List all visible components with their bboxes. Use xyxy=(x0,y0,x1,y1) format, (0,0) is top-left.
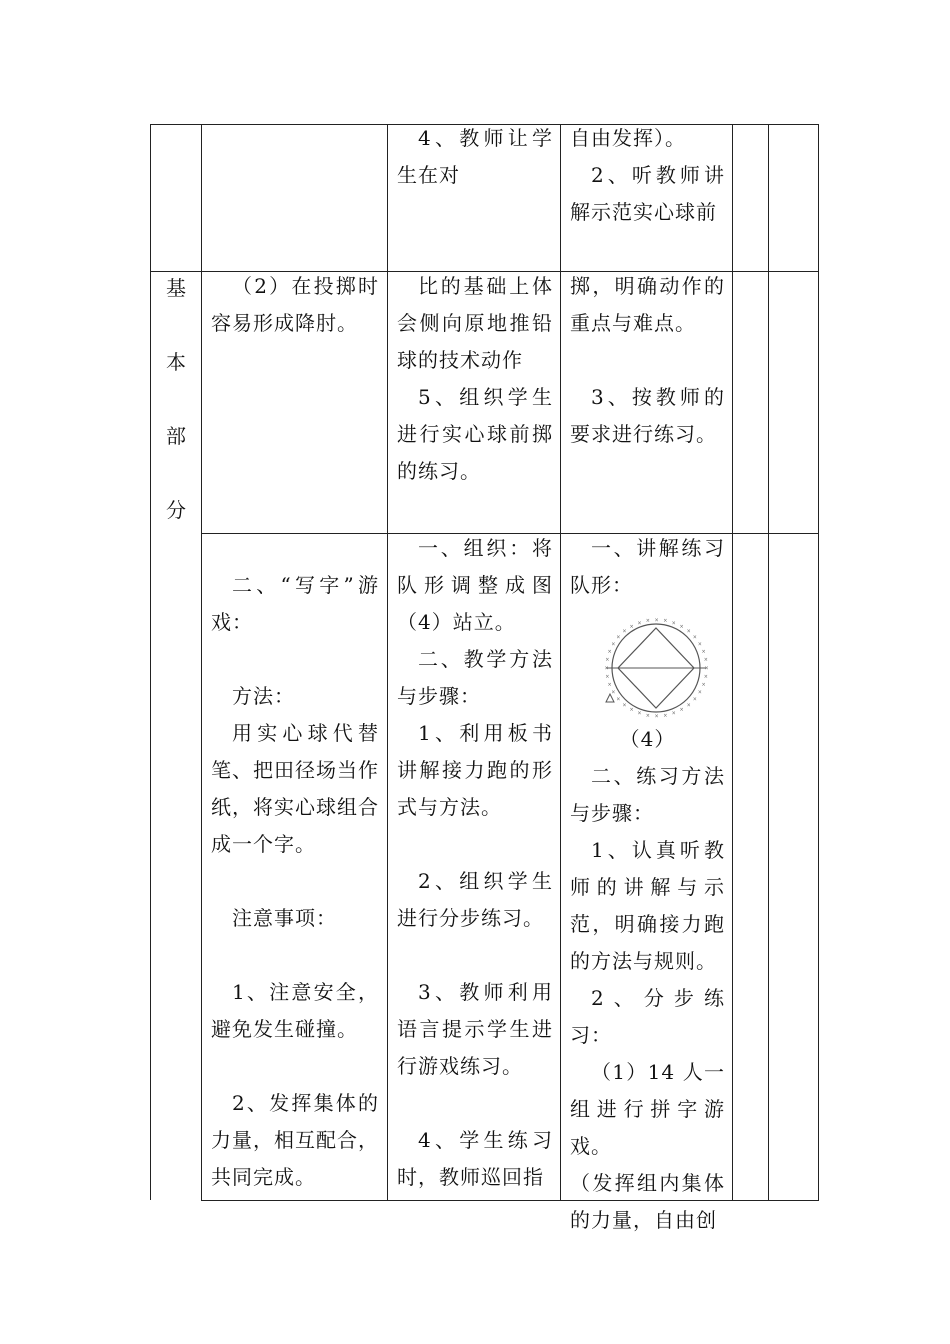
formation-mark: × xyxy=(671,710,677,717)
formation-mark: × xyxy=(663,618,669,625)
table-col-divider xyxy=(201,124,202,1201)
notes-label: 注意事项： xyxy=(232,906,337,930)
figure-caption: （4） xyxy=(619,727,676,751)
method-label: 方法： xyxy=(232,684,295,708)
formation-mark: × xyxy=(686,628,692,635)
formation-mark: × xyxy=(703,673,709,680)
row2-col3: 比的基础上体会侧向原地推铅球的技术动作 5、组织学生进行实心球前掷的练习。 xyxy=(397,274,553,483)
row2-col4: 掷，明确动作的重点与难点。 3、按教师的要求进行练习。 xyxy=(570,274,725,446)
row3-col2 xyxy=(211,567,379,1196)
formation-mark: × xyxy=(616,696,622,703)
formation-mark: × xyxy=(629,707,635,714)
formation-mark: × xyxy=(611,641,617,648)
formation-mark: × xyxy=(645,712,652,719)
formation-mark: × xyxy=(654,713,660,720)
note-1: 1、注意安全，避免发生碰撞。 xyxy=(211,980,379,1041)
formation-mark: × xyxy=(692,696,699,703)
row1-col4: 自由发挥）。 2、听教师讲解示范实心球前 xyxy=(570,126,725,224)
formation-mark: × xyxy=(686,702,692,709)
game-title: 二、“写字”游戏： xyxy=(211,573,379,634)
formation-mark: × xyxy=(679,623,685,630)
formation-mark: × xyxy=(611,689,617,696)
formation-mark: × xyxy=(605,657,611,664)
table-border-right xyxy=(818,124,819,1201)
row1-col3: 4、教师让学生在对 xyxy=(397,126,553,187)
formation-mark: × xyxy=(671,620,677,627)
formation-mark: × xyxy=(637,710,643,717)
row3-col4: 一、讲解练习队形： × × × × × × × × × × × × × × × × × × × × × × × × × × × × × × × × × × × × （4） 二、练习方法与步骤： 1、认真听教师的讲解与示范，明确接力跑的方法与规则。 2、分步练习： （1）14 人一组进行拼字游戏。 （发挥组内集体的力量，自由创 xyxy=(570,536,725,1232)
formation-mark: × xyxy=(616,634,622,641)
note-2: 2、发挥集体的力量，相互配合，共同完成。 xyxy=(211,1091,379,1189)
formation-mark: × xyxy=(704,665,710,672)
formation-mark: × xyxy=(679,707,685,714)
table-border-bottom xyxy=(201,1200,819,1201)
row2-col2: （2）在投掷时容易形成降肘。 xyxy=(211,274,379,335)
formation-mark: × xyxy=(622,702,628,709)
formation-mark: × xyxy=(663,712,669,719)
formation-mark: × xyxy=(629,623,635,630)
formation-mark: × xyxy=(637,620,643,627)
formation-mark: × xyxy=(607,649,613,656)
formation-mark: × xyxy=(645,618,652,625)
formation-mark: × xyxy=(622,628,628,635)
formation-mark: × xyxy=(701,681,707,688)
table-col-divider xyxy=(560,124,561,1201)
table-col-divider xyxy=(732,124,733,1201)
formation-mark: × xyxy=(604,665,610,672)
formation-mark: × xyxy=(605,673,611,680)
formation-mark: × xyxy=(697,641,704,648)
formation-mark: × xyxy=(701,649,707,656)
table-col-divider xyxy=(387,124,388,1201)
row3-col3: 一、组织：将队形调整成图（4）站立。 二、教学方法与步骤： 1、利用板书讲解接力跑的形式与方法。 2、组织学生进行分步练习。 3、教师利用语言提示学生进行游戏练习。 4、学生练习时，教师巡回指 xyxy=(397,536,553,1189)
formation-mark: × xyxy=(703,657,709,664)
formation-mark: × xyxy=(607,681,613,688)
formation-diagram xyxy=(602,616,712,721)
formation-mark: × xyxy=(654,617,660,624)
section-label: 基 本 部 分 xyxy=(166,276,186,522)
formation-mark: × xyxy=(692,634,699,641)
method-text: 用实心球代替笔、把田径场当作纸，将实心球组合成一个字。 xyxy=(211,721,379,856)
formation-mark: × xyxy=(697,689,704,696)
table-col-divider xyxy=(768,124,769,1201)
